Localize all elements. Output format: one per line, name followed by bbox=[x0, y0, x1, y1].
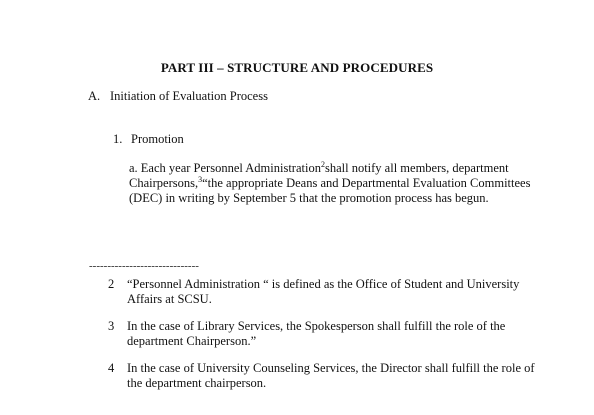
footnote-text: “Personnel Administration “ is defined as the Office of Student and University Affairs at SCSU. bbox=[127, 277, 520, 306]
footnote-number: 2 bbox=[108, 277, 115, 291]
footnote-text: In the case of Library Services, the Spokesperson shall fulfill the role of the department Chairperson.” bbox=[127, 319, 506, 348]
paragraph-text-part: “the appropriate Deans and Departmental Evaluation Committees (DEC) in writing by September 5 that the promotion process has begun. bbox=[129, 176, 531, 205]
footnote bbox=[108, 277, 538, 307]
list-item-heading bbox=[113, 132, 184, 147]
footnote-number: 3 bbox=[108, 319, 115, 333]
paragraph-text-part: shall notify all members, department Chairpersons, bbox=[129, 161, 509, 190]
footnote-separator: ------------------------------ bbox=[89, 260, 199, 272]
footnote-number: 4 bbox=[108, 361, 115, 375]
section-heading bbox=[88, 89, 268, 104]
footnote-ref: 2 bbox=[320, 160, 325, 169]
footnote-ref: 3 bbox=[198, 175, 203, 184]
footnote-text: In the case of University Counseling Services, the Director shall fulfill the role of the department chairperson. bbox=[127, 361, 535, 390]
footnote bbox=[108, 361, 538, 391]
section-label: Initiation of Evaluation Process bbox=[110, 89, 268, 103]
paragraph-text-part: a. Each year Personnel Administration bbox=[129, 161, 321, 175]
paragraph bbox=[129, 161, 549, 206]
section-marker: A. bbox=[88, 89, 101, 103]
page-title: PART III – STRUCTURE AND PROCEDURES bbox=[160, 60, 434, 75]
footnote bbox=[108, 319, 538, 349]
list-item-label: Promotion bbox=[131, 132, 184, 146]
list-item-marker: 1. bbox=[113, 132, 123, 146]
